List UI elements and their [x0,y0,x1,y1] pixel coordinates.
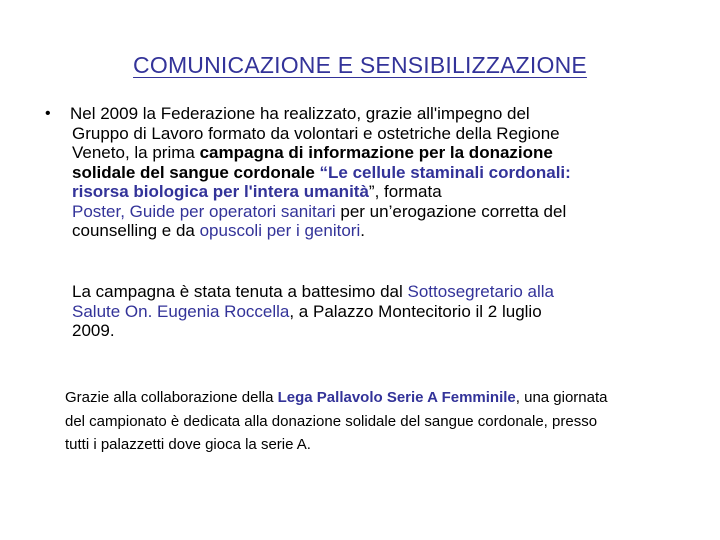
campaign-title-end: risorsa biologica per l'intera umanità [72,182,369,201]
p1-line4-text: solidale del sangue cordonale [72,162,320,182]
p3-line1-end: , una giornata [515,389,608,406]
p2-line2-text: , a Palazzo Montecitorio il 2 luglio [289,301,542,321]
p3-line3: tutti i palazzetti dove gioca la serie A. [65,436,311,453]
campaign-name-start: campagna di informazione per la donazione [199,143,553,162]
p2-line2 [72,302,692,322]
p2-line1 [72,282,692,302]
bullet-icon: • [45,105,51,122]
p3-line1 [65,386,720,410]
p1-line1: Nel 2009 la Federazione ha realizzato, grazie all'impegno del [70,104,530,123]
campaign-title-start: “Le cellule staminali cordonali: [319,162,571,182]
p1-line7 [72,221,692,241]
p1-line7-end: . [360,221,365,240]
paragraph-launch [72,282,692,341]
paragraph-campaign [72,104,692,241]
p2-line3: 2009. [72,321,115,340]
p1-line5 [72,182,692,202]
p3-line1-text: Grazie alla collaborazione della [65,389,278,406]
p1-line5-text: ”, formata [368,182,442,201]
p1-line4 [72,163,692,183]
materials-poster-guide: Poster, Guide per operatori sanitari [72,201,336,221]
p1-line2: Gruppo di Lavoro formato da volontari e ostetriche della Regione [72,123,560,143]
materials-brochures: opuscoli per i genitori [199,221,361,240]
slide-title: COMUNICAZIONE E SENSIBILIZZAZIONE [133,52,587,78]
p3-line2: del campionato è dedicata alla donazione solidale del sangue cordonale, presso [65,412,598,430]
p2-line1-text: La campagna è stata tenuta a battesimo dal [72,282,408,301]
p1-line3 [72,143,692,163]
p1-line6-text: per un’erogazione corretta del [335,201,567,221]
paragraph-volleyball [65,386,720,457]
p1-line6 [72,202,692,222]
volleyball-league-name: Lega Pallavolo Serie A Femminile [277,389,516,406]
undersecretary-name: Salute On. Eugenia Roccella [72,301,290,321]
undersecretary-title: Sottosegretario alla [407,282,554,301]
p1-line3-text: Veneto, la prima [72,143,200,162]
p1-line7-text: counselling e da [72,221,200,240]
